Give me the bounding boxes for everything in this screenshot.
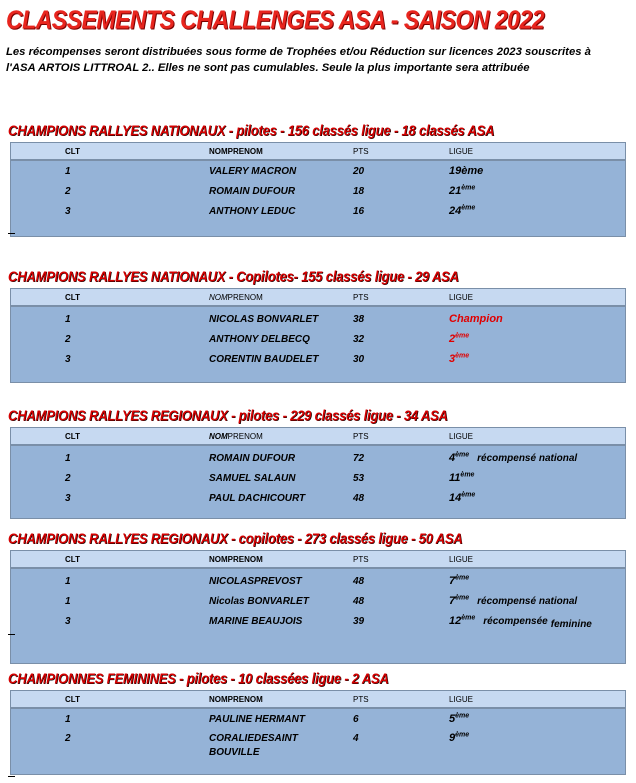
page-title: CLASSEMENTS CHALLENGES ASA - SAISON 2022 xyxy=(6,5,545,35)
divider xyxy=(8,233,15,234)
points: 48 xyxy=(353,493,365,504)
col-nomprenom: NOMPRENOM xyxy=(209,555,263,564)
table-body xyxy=(10,445,626,519)
points: 32 xyxy=(353,334,365,345)
col-ligue: LIGUE xyxy=(449,432,474,441)
table-header xyxy=(10,142,626,160)
name: ANTHONY DELBECQ xyxy=(209,334,310,345)
table-header xyxy=(10,427,626,445)
points: 72 xyxy=(353,453,365,464)
name: MARINE BEAUJOIS xyxy=(209,616,303,627)
ligue-rank: 14ème xyxy=(449,491,476,504)
ligue-rank: 7ème xyxy=(449,574,470,587)
points: 48 xyxy=(353,576,365,587)
section-heading: CHAMPIONNES FEMININES - pilotes - 10 classées ligue - 2 ASA xyxy=(8,670,389,687)
table-body xyxy=(10,160,626,237)
name: PAULINE HERMANT xyxy=(209,714,305,725)
col-clt: CLT xyxy=(65,432,80,441)
col-pts: PTS xyxy=(353,147,369,156)
table-body xyxy=(10,306,626,383)
points: 6 xyxy=(353,714,359,725)
name: ROMAIN DUFOUR xyxy=(209,186,296,197)
ligue-rank: 24ème xyxy=(449,204,476,217)
ligue-rank: 12ème récompensée feminine xyxy=(449,614,592,630)
name: CORALIEDESAINT xyxy=(209,733,298,744)
points: 18 xyxy=(353,186,365,197)
table-body xyxy=(10,708,626,775)
col-pts: PTS xyxy=(353,293,369,302)
ligue-rank: 7ème récompensé national xyxy=(449,594,578,607)
rank: 1 xyxy=(65,576,71,587)
award-note: récompensé national xyxy=(477,453,578,464)
col-pts: PTS xyxy=(353,555,369,564)
col-ligue: LIGUE xyxy=(449,555,474,564)
rank: 2 xyxy=(65,186,71,197)
table-header xyxy=(10,550,626,568)
section-heading: CHAMPIONS RALLYES NATIONAUX - pilotes - 156 classés ligue - 18 classés ASA xyxy=(8,122,495,139)
points: 16 xyxy=(353,206,365,217)
ligue-rank: 3ème xyxy=(449,352,470,365)
points: 30 xyxy=(353,354,365,365)
ligue-rank: 21ème xyxy=(449,184,476,197)
col-nomprenom: NOMPRENOM xyxy=(209,147,263,156)
points: 38 xyxy=(353,314,365,325)
ligue-rank: 9ème xyxy=(449,731,470,744)
rank: 2 xyxy=(65,334,71,345)
award-note-feminine: feminine xyxy=(550,619,592,630)
intro-paragraph: Les récompenses seront distribuées sous forme de Trophées et/ou Réduction sur licences 2023 souscrites à l'ASA ARTOIS LITTROAL 2.. Elles ne sont pas cumulables. Seule la plus importante sera attribuée xyxy=(6,46,591,74)
col-ligue: LIGUE xyxy=(449,293,474,302)
rank: 1 xyxy=(65,166,71,177)
rank: 1 xyxy=(65,453,71,464)
points: 48 xyxy=(353,596,365,607)
col-clt: CLT xyxy=(65,147,80,156)
rank: 1 xyxy=(65,314,71,325)
section-heading: CHAMPIONS RALLYES REGIONAUX - copilotes - 273 classés ligue - 50 ASA xyxy=(8,530,463,547)
points: 4 xyxy=(353,733,359,744)
name: VALERY MACRON xyxy=(209,166,297,177)
name: NICOLASPREVOST xyxy=(209,576,302,587)
rank: 3 xyxy=(65,354,71,365)
name: PAUL DACHICOURT xyxy=(209,493,306,504)
ligue-rank: 2ème xyxy=(449,332,470,345)
name: SAMUEL SALAUN xyxy=(209,473,296,484)
col-pts: PTS xyxy=(353,695,369,704)
rank: 2 xyxy=(65,473,71,484)
col-clt: CLT xyxy=(65,695,80,704)
name: Nicolas BONVARLET xyxy=(209,596,309,607)
ligue-rank: 19ème xyxy=(449,165,484,177)
points: 39 xyxy=(353,616,365,627)
name-continued: BOUVILLE xyxy=(209,747,260,758)
award-note: récompensée xyxy=(483,616,548,627)
ligue-rank: 5ème xyxy=(449,712,470,725)
ligue-rank: 11ème xyxy=(449,471,475,484)
divider xyxy=(8,634,15,635)
rank: 3 xyxy=(65,493,71,504)
rank: 1 xyxy=(65,714,71,725)
col-ligue: LIGUE xyxy=(449,147,474,156)
table-header xyxy=(10,288,626,306)
name: NICOLAS BONVARLET xyxy=(209,314,319,325)
col-clt: CLT xyxy=(65,293,80,302)
rank: 2 xyxy=(65,733,71,744)
rank: 3 xyxy=(65,616,71,627)
section-heading: CHAMPIONS RALLYES REGIONAUX - pilotes - 229 classés ligue - 34 ASA xyxy=(8,407,448,424)
name: ROMAIN DUFOUR xyxy=(209,453,296,464)
col-ligue: LIGUE xyxy=(449,695,474,704)
ligue-rank: Champion xyxy=(449,313,503,325)
award-note: récompensé national xyxy=(477,596,578,607)
rank: 1 xyxy=(65,596,71,607)
col-clt: CLT xyxy=(65,555,80,564)
points: 20 xyxy=(353,166,365,177)
ligue-rank: 4ème récompensé national xyxy=(449,451,578,464)
table-header xyxy=(10,690,626,708)
col-nomprenom: NOMPRENOM xyxy=(209,293,263,302)
section-heading: CHAMPIONS RALLYES NATIONAUX - Copilotes- 155 classés ligue - 29 ASA xyxy=(8,268,459,285)
divider xyxy=(8,776,15,777)
name: CORENTIN BAUDELET xyxy=(209,354,319,365)
col-pts: PTS xyxy=(353,432,369,441)
points: 53 xyxy=(353,473,365,484)
table-body xyxy=(10,568,626,664)
col-nomprenom: NOMPRENOM xyxy=(209,432,263,441)
rank: 3 xyxy=(65,206,71,217)
col-nomprenom: NOMPRENOM xyxy=(209,695,263,704)
name: ANTHONY LEDUC xyxy=(209,206,296,217)
